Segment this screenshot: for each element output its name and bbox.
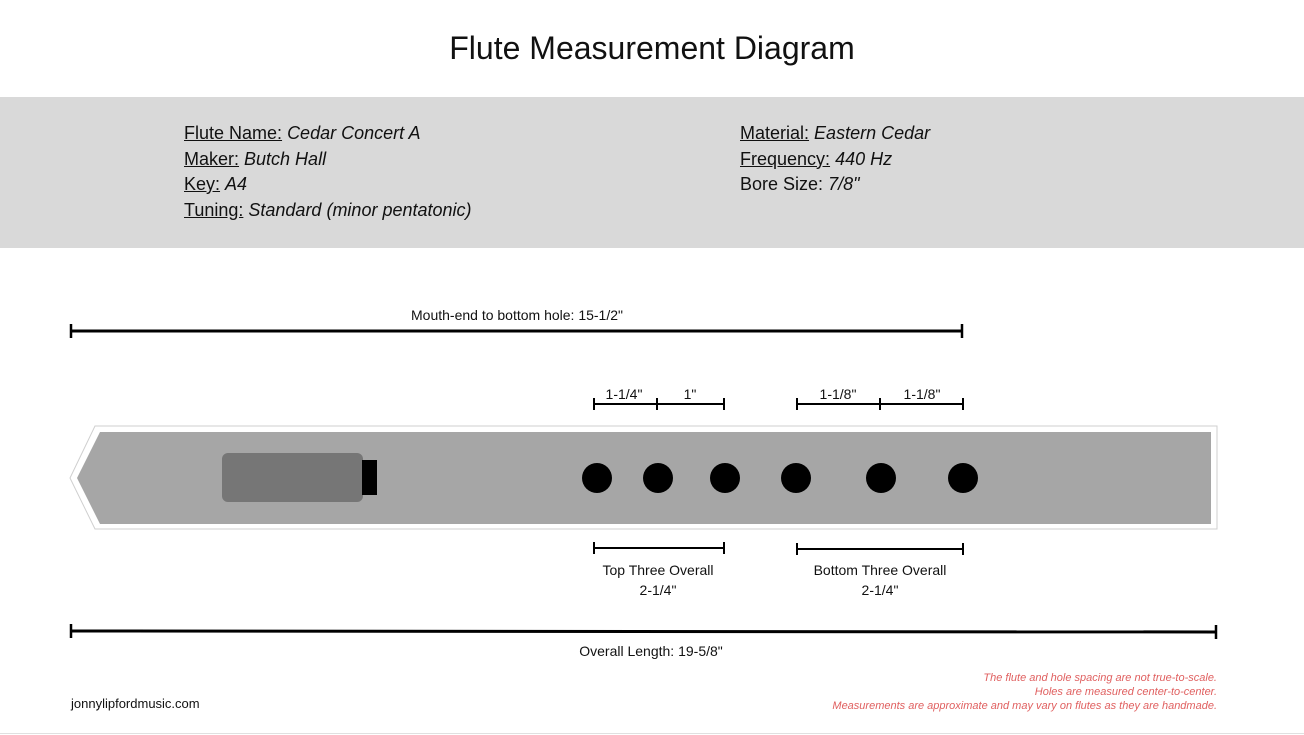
bore-size-label: Bore Size: [740, 174, 824, 194]
frequency-label: Frequency: [740, 148, 831, 169]
bottom-three-value: 2-1/4" [861, 582, 899, 598]
material-label: Material: [740, 123, 810, 143]
disclaimer-line-3: Measurements are approximate and may vary on flutes as they are handmade. [832, 700, 1217, 712]
bore-size-value: 7/8" [828, 174, 860, 194]
key-value: A4 [225, 174, 248, 194]
top-hole-spacing-dimensions [594, 386, 724, 410]
top-three-overall-dimension [594, 542, 724, 598]
hole2-to-hole3-label: 1" [683, 386, 697, 402]
block-tie [362, 460, 377, 495]
bottom-three-overall-dimension [797, 543, 963, 598]
tuning-label: Tuning: [184, 199, 244, 220]
top-three-value: 2-1/4" [639, 582, 677, 598]
website-link[interactable]: jonnylipfordmusic.com [71, 696, 200, 711]
finger-hole-2 [643, 463, 673, 493]
finger-hole-1 [582, 463, 612, 493]
bottom-three-label: Bottom Three Overall [813, 562, 947, 578]
overall-length-dimension [71, 624, 1216, 659]
page-title: Flute Measurement Diagram [449, 30, 855, 66]
disclaimer-line-2: Holes are measured center-to-center. [1034, 686, 1217, 698]
flute-body [70, 426, 1217, 529]
key-label: Key: [184, 174, 221, 194]
material-value: Eastern Cedar [814, 123, 931, 143]
finger-hole-6 [948, 463, 978, 493]
finger-hole-4 [781, 463, 811, 493]
bottom-hole-spacing-dimensions [797, 386, 963, 410]
maker-value: Butch Hall [244, 148, 327, 169]
overall-length-label: Overall Length: 19-5/8" [579, 643, 723, 659]
disclaimer-line-1: The flute and hole spacing are not true-to-scale. [983, 672, 1217, 684]
maker-label: Maker: [184, 148, 240, 169]
frequency-value: 440 Hz [835, 148, 893, 169]
top-three-label: Top Three Overall [602, 562, 714, 578]
flute-name-label: Flute Name: [184, 123, 283, 143]
flute-name-value: Cedar Concert A [287, 123, 421, 143]
finger-hole-5 [866, 463, 896, 493]
dimension-line [71, 631, 1216, 632]
mouth-to-bottom-label: Mouth-end to bottom hole: 15-1/2" [411, 307, 623, 323]
hole1-to-hole2-label: 1-1/4" [605, 386, 643, 402]
disclaimer-notes [832, 671, 1217, 713]
hole5-to-hole6-label: 1-1/8" [903, 386, 941, 402]
finger-hole-3 [710, 463, 740, 493]
tuning-value: Standard (minor pentatonic) [248, 199, 472, 220]
mouth-to-bottom-dimension [71, 307, 962, 338]
page-bottom-divider [0, 733, 1304, 734]
flute-block [222, 453, 363, 502]
hole4-to-hole5-label: 1-1/8" [819, 386, 857, 402]
